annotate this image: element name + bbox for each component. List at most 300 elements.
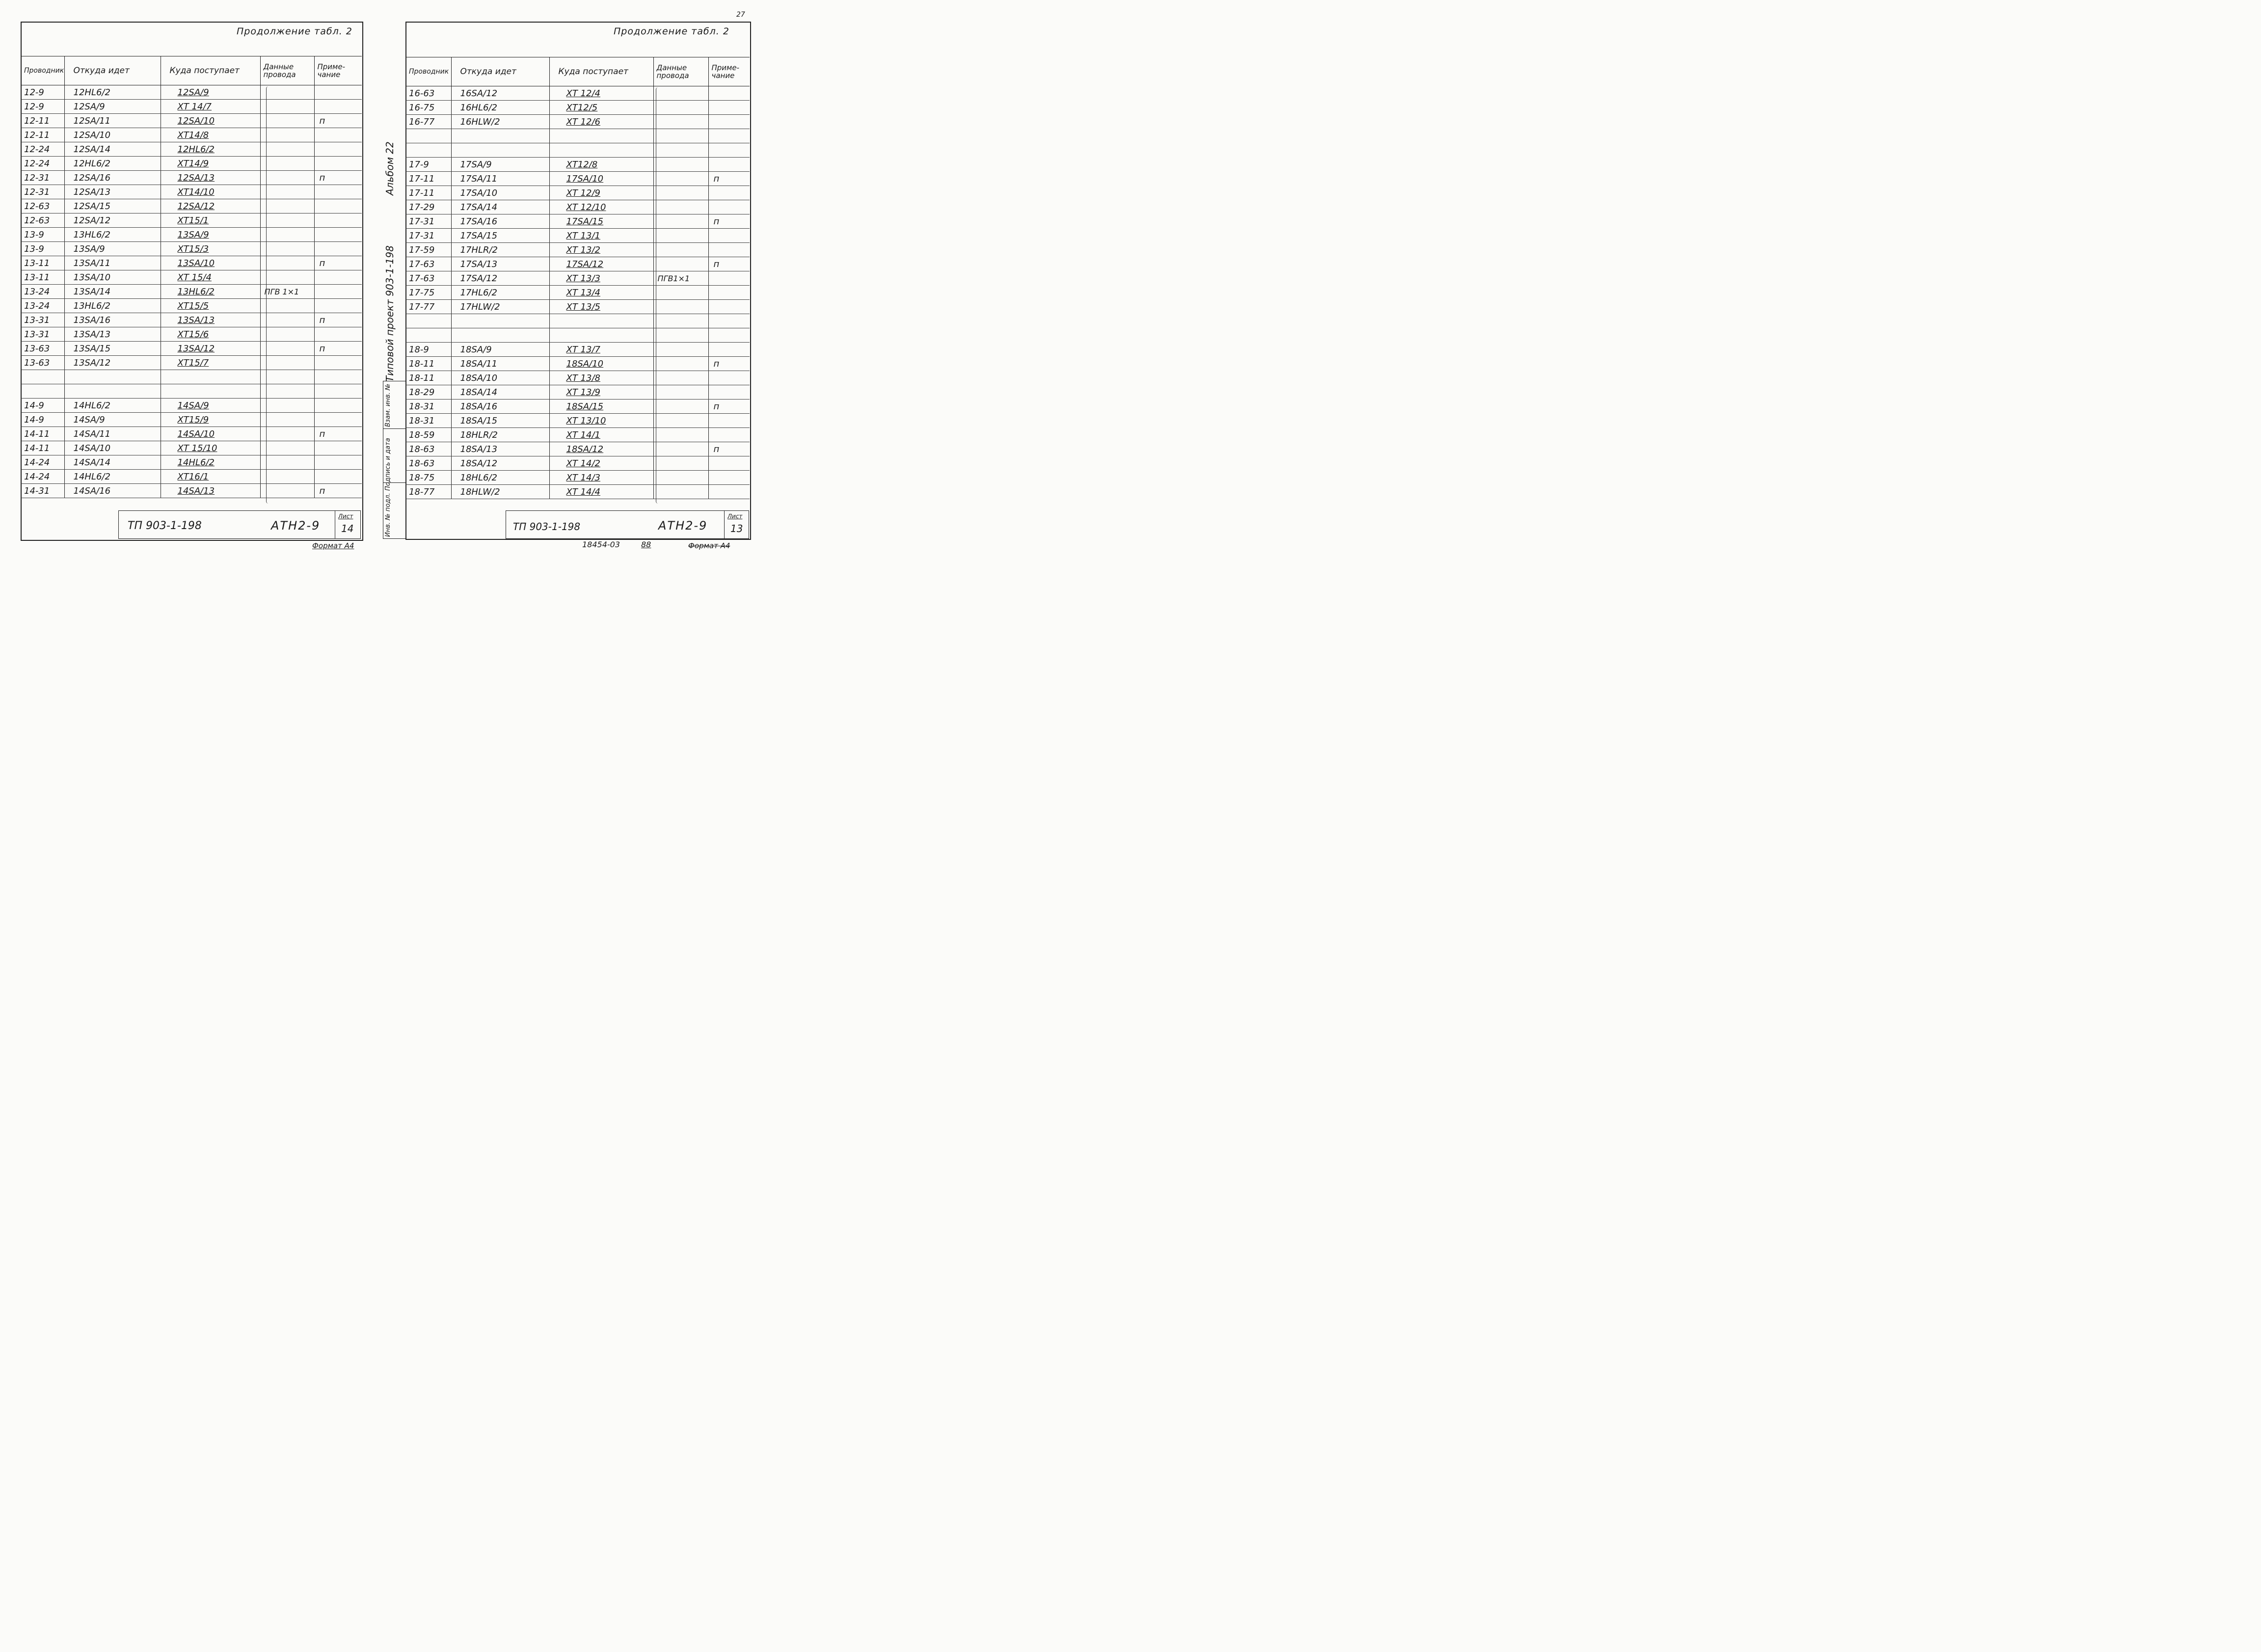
table-row: [21, 356, 362, 370]
from-cell: 17HLR/2: [451, 243, 549, 257]
to-cell: XT12/8: [549, 158, 653, 172]
conductor-cell: [406, 328, 451, 343]
from-cell: 13SA/16: [64, 313, 161, 327]
from-cell: [64, 370, 161, 384]
note-cell: п: [314, 427, 362, 441]
to-cell: 13SA/13: [161, 313, 260, 327]
note-cell: [314, 85, 362, 100]
conductor-cell: 16-75: [406, 101, 451, 115]
table-row: [406, 214, 750, 229]
to-cell: 18SA/15: [549, 400, 653, 414]
wire-data-cell: [653, 456, 708, 471]
conductor-cell: 12-31: [21, 185, 64, 199]
note-cell: [314, 299, 362, 313]
note-cell: [708, 115, 750, 129]
right-sheet-number: 13: [730, 523, 743, 534]
note-cell: [314, 213, 362, 228]
left-document-code: АТН2-9: [271, 519, 321, 533]
note-cell: [314, 157, 362, 171]
conductor-cell: 17-63: [406, 271, 451, 286]
table-row: [21, 413, 362, 427]
header-from: Откуда идет: [451, 57, 549, 86]
to-cell: XT15/1: [161, 213, 260, 228]
wire-data-cell: ПГВ1×1: [653, 271, 708, 286]
wire-data-cell: [653, 328, 708, 343]
table-row: [21, 185, 362, 199]
from-cell: 17HL6/2: [451, 286, 549, 300]
table-row: [406, 385, 750, 400]
table-row: [21, 199, 362, 213]
to-cell: XT 13/5: [549, 300, 653, 314]
from-cell: 18SA/10: [451, 371, 549, 385]
conductor-cell: 18-63: [406, 456, 451, 471]
table-row: [406, 229, 750, 243]
to-cell: XT 12/10: [549, 200, 653, 214]
conductor-cell: 12-31: [21, 171, 64, 185]
conductor-cell: 13-24: [21, 299, 64, 313]
left-project-code: ТП 903-1-198: [128, 520, 202, 532]
to-cell: 13SA/10: [161, 256, 260, 270]
left-title-block: [118, 510, 361, 539]
table-row: [406, 271, 750, 286]
from-cell: 18SA/12: [451, 456, 549, 471]
note-cell: [708, 200, 750, 214]
table-row: [21, 313, 362, 327]
from-cell: 18SA/13: [451, 442, 549, 456]
conductor-cell: 18-29: [406, 385, 451, 400]
to-cell: 13SA/9: [161, 228, 260, 242]
note-cell: [708, 471, 750, 485]
from-cell: 17SA/13: [451, 257, 549, 271]
table-row: [406, 186, 750, 200]
album-label: Альбом 22: [384, 141, 396, 195]
from-cell: 17SA/10: [451, 186, 549, 200]
conductor-cell: 13-11: [21, 256, 64, 270]
corner-number: 27: [736, 11, 745, 19]
to-cell: XT14/8: [161, 128, 260, 142]
note-cell: [314, 441, 362, 455]
conductor-cell: 18-11: [406, 371, 451, 385]
note-cell: [314, 285, 362, 299]
note-cell: [708, 243, 750, 257]
conductor-cell: 17-77: [406, 300, 451, 314]
to-cell: [161, 370, 260, 384]
table-row: [406, 129, 750, 143]
table-row: [406, 343, 750, 357]
table-row: [406, 314, 750, 328]
table-row: [21, 114, 362, 128]
left-table-title: Продолжение табл. 2: [237, 26, 352, 37]
conductor-cell: 17-31: [406, 229, 451, 243]
to-cell: XT 13/8: [549, 371, 653, 385]
to-cell: 12SA/9: [161, 85, 260, 100]
to-cell: 18SA/10: [549, 357, 653, 371]
table-row: [21, 228, 362, 242]
from-cell: 14HL6/2: [64, 470, 161, 484]
to-cell: 17SA/12: [549, 257, 653, 271]
wire-data-cell: [653, 300, 708, 314]
table-row: [406, 143, 750, 158]
to-cell: 12SA/10: [161, 114, 260, 128]
wire-data-cell: ПГВ 1×1: [260, 285, 314, 299]
table-row: [406, 414, 750, 428]
conductor-cell: 18-63: [406, 442, 451, 456]
table-row: [406, 243, 750, 257]
header-to: Куда поступает: [161, 56, 260, 85]
conductor-cell: 12-63: [21, 213, 64, 228]
conductor-cell: 13-9: [21, 228, 64, 242]
from-cell: [451, 328, 549, 343]
table-row: [406, 428, 750, 442]
conductor-cell: 18-77: [406, 485, 451, 499]
table-row: [21, 100, 362, 114]
wire-data-cell: [653, 485, 708, 499]
note-cell: п: [708, 257, 750, 271]
note-cell: п: [314, 256, 362, 270]
left-sheet-number: 14: [341, 523, 354, 534]
table-row: [21, 370, 362, 384]
conductor-cell: 12-11: [21, 128, 64, 142]
to-cell: 14SA/9: [161, 399, 260, 413]
note-cell: [314, 384, 362, 399]
conductor-cell: 18-31: [406, 414, 451, 428]
to-cell: XT 13/7: [549, 343, 653, 357]
from-cell: 14SA/11: [64, 427, 161, 441]
header-from: Откуда идет: [64, 56, 161, 85]
table-row: [21, 242, 362, 256]
note-cell: п: [314, 342, 362, 356]
to-cell: 12SA/13: [161, 171, 260, 185]
header-to: Куда поступает: [549, 57, 653, 86]
from-cell: 14SA/9: [64, 413, 161, 427]
to-cell: XT 14/4: [549, 485, 653, 499]
to-cell: XT15/5: [161, 299, 260, 313]
table-row: [21, 299, 362, 313]
conductor-cell: 12-9: [21, 100, 64, 114]
note-cell: [708, 314, 750, 328]
note-cell: [314, 128, 362, 142]
to-cell: [161, 384, 260, 399]
header-wire-data: Данные провода: [260, 56, 314, 85]
wire-data-cell: [653, 143, 708, 158]
table-row: [21, 342, 362, 356]
conductor-cell: 16-77: [406, 115, 451, 129]
wire-data-cell: [653, 357, 708, 371]
to-cell: [549, 328, 653, 343]
table-row: [21, 441, 362, 455]
note-cell: [708, 186, 750, 200]
conductor-cell: 13-31: [21, 313, 64, 327]
table-row: [21, 427, 362, 441]
from-cell: 12HL6/2: [64, 157, 161, 171]
from-cell: 18SA/9: [451, 343, 549, 357]
conductor-cell: 14-24: [21, 470, 64, 484]
header-conductor: Проводник: [406, 57, 451, 86]
from-cell: 12SA/13: [64, 185, 161, 199]
from-cell: 13SA/11: [64, 256, 161, 270]
from-cell: 18HL6/2: [451, 471, 549, 485]
conductor-cell: 12-63: [21, 199, 64, 213]
to-cell: XT15/6: [161, 327, 260, 342]
to-cell: XT12/5: [549, 101, 653, 115]
note-cell: [708, 86, 750, 101]
wire-data-cell: [653, 442, 708, 456]
note-cell: [314, 185, 362, 199]
from-cell: 13SA/10: [64, 270, 161, 285]
to-cell: XT 13/10: [549, 414, 653, 428]
to-cell: XT16/1: [161, 470, 260, 484]
left-wiring-table: [21, 56, 362, 498]
conductor-cell: 14-24: [21, 455, 64, 470]
note-cell: п: [314, 114, 362, 128]
from-cell: 12HL6/2: [64, 85, 161, 100]
to-cell: XT 12/6: [549, 115, 653, 129]
from-cell: 13SA/12: [64, 356, 161, 370]
table-row: [406, 300, 750, 314]
table-row: [21, 455, 362, 470]
note-cell: [708, 428, 750, 442]
to-cell: 14HL6/2: [161, 455, 260, 470]
right-title-block: [506, 510, 749, 539]
wire-data-cell: [653, 186, 708, 200]
wire-data-cell: [653, 385, 708, 400]
table-row: [406, 400, 750, 414]
from-cell: 17SA/15: [451, 229, 549, 243]
wire-data-cell: [653, 314, 708, 328]
conductor-cell: 17-31: [406, 214, 451, 229]
to-cell: 14SA/13: [161, 484, 260, 498]
wire-data-cell: [653, 257, 708, 271]
table-row: [406, 442, 750, 456]
note-cell: [314, 327, 362, 342]
note-cell: [314, 228, 362, 242]
to-cell: 17SA/15: [549, 214, 653, 229]
from-cell: 17SA/16: [451, 214, 549, 229]
wire-data-cell: [653, 229, 708, 243]
conductor-cell: 17-29: [406, 200, 451, 214]
note-cell: п: [708, 357, 750, 371]
wire-data-cell: [653, 428, 708, 442]
from-cell: 14SA/10: [64, 441, 161, 455]
from-cell: 12SA/14: [64, 142, 161, 157]
conductor-cell: 13-24: [21, 285, 64, 299]
table-row: [406, 101, 750, 115]
conductor-cell: 17-11: [406, 172, 451, 186]
table-row: [21, 399, 362, 413]
right-wire-data-brace: [656, 87, 660, 504]
from-cell: [64, 384, 161, 399]
conductor-cell: 12-11: [21, 114, 64, 128]
inventory-number: 18454-03: [582, 540, 620, 549]
note-cell: [314, 270, 362, 285]
from-cell: 17SA/11: [451, 172, 549, 186]
right-project-code: ТП 903-1-198: [513, 521, 581, 533]
table-row: [21, 142, 362, 157]
note-cell: [708, 456, 750, 471]
to-cell: XT15/7: [161, 356, 260, 370]
to-cell: XT15/3: [161, 242, 260, 256]
table-row: [21, 484, 362, 498]
to-cell: 17SA/10: [549, 172, 653, 186]
from-cell: 17HLW/2: [451, 300, 549, 314]
to-cell: XT 13/2: [549, 243, 653, 257]
to-cell: 12HL6/2: [161, 142, 260, 157]
note-cell: п: [314, 171, 362, 185]
from-cell: 13HL6/2: [64, 299, 161, 313]
table-row: [21, 85, 362, 100]
conductor-cell: 13-63: [21, 356, 64, 370]
note-cell: [314, 100, 362, 114]
table-row: [406, 286, 750, 300]
from-cell: 16SA/12: [451, 86, 549, 101]
right-sheet-label: Лист: [727, 513, 743, 520]
table-row: [21, 128, 362, 142]
from-cell: 13HL6/2: [64, 228, 161, 242]
note-cell: [708, 158, 750, 172]
side-label-signature-date: Подпись и дата: [384, 438, 392, 491]
from-cell: 17SA/12: [451, 271, 549, 286]
wire-data-cell: [653, 158, 708, 172]
wire-data-cell: [653, 86, 708, 101]
wire-data-cell: [653, 115, 708, 129]
wire-data-cell: [653, 371, 708, 385]
note-cell: [708, 229, 750, 243]
wire-data-cell: [653, 471, 708, 485]
note-cell: [314, 455, 362, 470]
conductor-cell: 14-11: [21, 441, 64, 455]
note-cell: [708, 143, 750, 158]
conductor-cell: 18-59: [406, 428, 451, 442]
from-cell: 13SA/14: [64, 285, 161, 299]
to-cell: [549, 314, 653, 328]
from-cell: 13SA/9: [64, 242, 161, 256]
conductor-cell: 14-31: [21, 484, 64, 498]
from-cell: [451, 314, 549, 328]
to-cell: XT 15/10: [161, 441, 260, 455]
from-cell: [451, 143, 549, 158]
note-cell: [314, 470, 362, 484]
conductor-cell: 16-63: [406, 86, 451, 101]
bottom-number: 88: [641, 540, 651, 549]
table-row: [406, 328, 750, 343]
note-cell: [314, 370, 362, 384]
conductor-cell: 14-9: [21, 413, 64, 427]
from-cell: 14HL6/2: [64, 399, 161, 413]
note-cell: [708, 385, 750, 400]
conductor-cell: 17-9: [406, 158, 451, 172]
conductor-cell: 13-9: [21, 242, 64, 256]
note-cell: [708, 343, 750, 357]
table-row: [21, 213, 362, 228]
wire-data-cell: [653, 129, 708, 143]
table-row: [406, 357, 750, 371]
table-row: [21, 270, 362, 285]
right-format-label: Формат А4: [688, 541, 730, 550]
note-cell: п: [314, 313, 362, 327]
wire-data-cell: [653, 214, 708, 229]
from-cell: 18HLR/2: [451, 428, 549, 442]
from-cell: 16HLW/2: [451, 115, 549, 129]
left-sheet-number-box: [335, 511, 361, 538]
to-cell: XT 14/7: [161, 100, 260, 114]
wire-data-cell: [653, 101, 708, 115]
conductor-cell: [406, 314, 451, 328]
side-label-replaced-inv: Взам. инв. №: [384, 383, 392, 427]
from-cell: 18SA/15: [451, 414, 549, 428]
left-format-label: Формат А4: [312, 541, 354, 550]
table-row: [21, 171, 362, 185]
note-cell: [708, 414, 750, 428]
table-row: [21, 256, 362, 270]
from-cell: 12SA/9: [64, 100, 161, 114]
header-conductor: Проводник: [21, 56, 64, 85]
right-document-code: АТН2-9: [658, 519, 708, 533]
right-wiring-table: [406, 57, 750, 499]
note-cell: п: [708, 172, 750, 186]
conductor-cell: [406, 143, 451, 158]
note-cell: [708, 286, 750, 300]
note-cell: [314, 242, 362, 256]
to-cell: XT 13/4: [549, 286, 653, 300]
left-sheet-label: Лист: [338, 513, 353, 520]
note-cell: п: [314, 484, 362, 498]
to-cell: XT 13/1: [549, 229, 653, 243]
to-cell: XT15/9: [161, 413, 260, 427]
table-row: [21, 157, 362, 171]
wire-data-cell: [653, 343, 708, 357]
to-cell: XT 13/3: [549, 271, 653, 286]
from-cell: 16HL6/2: [451, 101, 549, 115]
from-cell: 12SA/12: [64, 213, 161, 228]
to-cell: 12SA/12: [161, 199, 260, 213]
conductor-cell: 17-59: [406, 243, 451, 257]
conductor-cell: 18-11: [406, 357, 451, 371]
from-cell: 14SA/16: [64, 484, 161, 498]
conductor-cell: 12-24: [21, 142, 64, 157]
conductor-cell: 13-31: [21, 327, 64, 342]
to-cell: 13SA/12: [161, 342, 260, 356]
conductor-cell: 13-11: [21, 270, 64, 285]
table-row: [406, 200, 750, 214]
wire-data-cell: [653, 400, 708, 414]
from-cell: 18SA/11: [451, 357, 549, 371]
from-cell: 17SA/14: [451, 200, 549, 214]
note-cell: [314, 399, 362, 413]
conductor-cell: 12-24: [21, 157, 64, 171]
conductor-cell: 17-75: [406, 286, 451, 300]
note-cell: [708, 129, 750, 143]
from-cell: 12SA/10: [64, 128, 161, 142]
note-cell: [708, 328, 750, 343]
table-row: [406, 456, 750, 471]
conductor-cell: 18-31: [406, 400, 451, 414]
from-cell: 18HLW/2: [451, 485, 549, 499]
table-row: [21, 384, 362, 399]
from-cell: 12SA/11: [64, 114, 161, 128]
conductor-cell: 18-75: [406, 471, 451, 485]
to-cell: [549, 129, 653, 143]
conductor-cell: [406, 129, 451, 143]
to-cell: XT 12/4: [549, 86, 653, 101]
conductor-cell: 14-9: [21, 399, 64, 413]
header-wire-data: Данные провода: [653, 57, 708, 86]
header-note: Приме-чание: [314, 56, 362, 85]
table-row: [406, 257, 750, 271]
from-cell: 12SA/16: [64, 171, 161, 185]
table-row: [406, 86, 750, 101]
note-cell: [314, 199, 362, 213]
to-cell: XT14/10: [161, 185, 260, 199]
